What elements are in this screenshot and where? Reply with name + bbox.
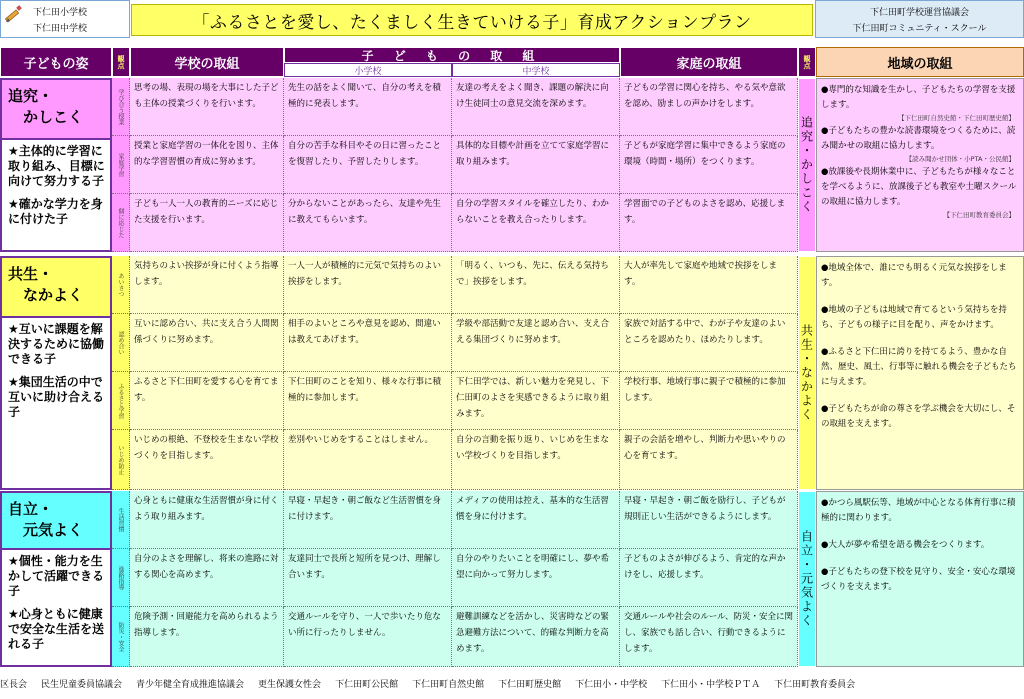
section-desc-2: ★集団生活の中で互いに助け合える子 xyxy=(8,375,105,419)
cell-katei: 学校行事、地域行事に親子で積極的に参加します。 xyxy=(620,372,798,430)
cell-chugakko: メディアの使用は控え、基本的な生活習慣を身に付けます。 xyxy=(452,491,620,549)
cell-gakko: 子ども一人一人の教育的ニーズに応じた支援を行います。 xyxy=(130,194,284,252)
cell-katei: 早寝・早起き・朝ご飯を励行し、子どもが規則正しい生活ができるようにします。 xyxy=(620,491,798,549)
cell-katei: 交通ルールや社会のルール、防災・安全に関し、家族でも話し合い、行動できるようにします。 xyxy=(620,607,798,667)
footer-org-item: 下仁田小・中学校ＰＴＡ xyxy=(661,679,761,690)
row-tag: 個に応じた xyxy=(112,194,130,252)
cell-chugakko: 自分のやりたいことを明確にし、夢や希望に向かって努力します。 xyxy=(452,549,620,607)
col-header-kanten-left: 観点 xyxy=(112,47,130,77)
col-header-katei: 家庭の取組 xyxy=(620,47,798,77)
cell-katei: 学習面での子どものよさを認め、応援します。 xyxy=(620,194,798,252)
chiiki-item: ●子どもたちの豊かな読書環境をつくるために、読み聞かせの取組に協力します。 xyxy=(821,126,1016,151)
cell-gakko: ふるさと下仁田町を愛する心を育てます。 xyxy=(130,372,284,430)
cell-katei: 大人が率先して家庭や地域で挨拶をします。 xyxy=(620,256,798,314)
header-org xyxy=(815,0,1024,38)
row-tag: あいさつ xyxy=(112,256,130,314)
section-desc-1: ★主体的に学習に取り組み、目標に向けて努力する子 xyxy=(8,144,105,188)
section-vertical-label: 追究・かしこく xyxy=(798,78,816,252)
row-tag: 学び合う授業 xyxy=(112,78,130,136)
cell-chugakko: 具体的な目標や計画を立てて家庭学習に取り組みます。 xyxy=(452,136,620,194)
cell-gakko: 互いに認め合い、共に支え合う人間関係づくりに努めます。 xyxy=(130,314,284,372)
footer-org-item: 下仁田町自然史館 xyxy=(412,679,485,690)
col-header-kodomo-torikumi: 子 ど も の 取 組 xyxy=(284,47,620,63)
cell-chugakko: 避難訓練などを活かし、災害時などの緊急避難方法について、的確な判断力を高めます。 xyxy=(452,607,620,667)
footer-organizations xyxy=(0,673,1024,693)
cell-shogakko: 交通ルールを守り、一人で歩いたり危ない所に行ったりしません。 xyxy=(284,607,452,667)
cell-chugakko: 自分の学習スタイルを確立したり、わからないことを教え合ったりします。 xyxy=(452,194,620,252)
section-description xyxy=(2,138,110,250)
chiiki-panel xyxy=(816,256,1024,490)
section-panel xyxy=(0,491,112,667)
section-vertical-label: 共生・なかよく xyxy=(798,256,816,490)
section-panel xyxy=(0,256,112,490)
cell-gakko: 心身ともに健康な生活習慣が身に付くよう取り組みます。 xyxy=(130,491,284,549)
chiiki-note: 【下仁田町教育委員会】 xyxy=(943,211,1015,219)
cell-katei: 親子の会話を増やし、判断力や思いやりの心を育てます。 xyxy=(620,430,798,490)
chiiki-item: ●大人が夢や希望を語る機会をつくります。 xyxy=(821,540,990,550)
section-panel xyxy=(0,78,112,252)
chiiki-item: ●専門的な知識を生かし、子どもたちの学習を支援します。 xyxy=(821,85,1016,110)
col-header-kanten-right: 観点 xyxy=(798,47,816,77)
chiiki-item: ●ふるさと下仁田に誇りを持てるよう、豊かな自然、歴史、風土、行事等に触れる機会を子どもたちに与えます。 xyxy=(821,347,1017,387)
footer-org-item: 更生保護女性会 xyxy=(258,679,322,690)
chiiki-item: ●放課後や長期休業中に、子どもたちが様々なことを学べるように、放課後子ども教室や土曜スクールの取組に協力します。 xyxy=(821,167,1017,207)
section-title: 自立・ 元気よく xyxy=(8,500,84,539)
footer-org-item: 区長会 xyxy=(0,679,28,690)
cell-chugakko: 下仁田学では、新しい魅力を発見し、下仁田町のよさを実感できるように取り組みます。 xyxy=(452,372,620,430)
footer-org-item: 下仁田町歴史館 xyxy=(498,679,562,690)
cell-gakko: いじめの根絶、不登校を生まない学校づくりを目指します。 xyxy=(130,430,284,490)
col-header-gakko: 学校の取組 xyxy=(130,47,284,77)
row-tag: ふるさと学習 xyxy=(112,372,130,430)
cell-shogakko: 早寝・早起き・朝ご飯など生活習慣を身に付けます。 xyxy=(284,491,452,549)
col-header-kodomo-sugata: 子どもの姿 xyxy=(0,47,112,77)
chiiki-item: ●子どもたちの登下校を見守り、安全・安心な環境づくりを支えます。 xyxy=(821,567,1016,592)
row-tag: 生活習慣 xyxy=(112,491,130,549)
school-name-junior: 下仁田中学校 xyxy=(33,24,88,34)
footer-org-item: 民生児童委員協議会 xyxy=(41,679,123,690)
section-description xyxy=(2,548,110,665)
cell-shogakko: 下仁田町のことを知り、様々な行事に積極的に参加します。 xyxy=(284,372,452,430)
cell-katei: 子どもの学習に関心を持ち、やる気や意欲を認め、励ましの声かけをします。 xyxy=(620,78,798,136)
org-community-school: 下仁田町コミュニティ・スクール xyxy=(852,24,987,34)
footer-org-item: 下仁田小・中学校 xyxy=(575,679,648,690)
row-tag: 認め合い xyxy=(112,314,130,372)
page-title: 「ふるさとを愛し、たくましく生きていける子」育成アクションプラン xyxy=(131,4,813,36)
school-name-elementary: 下仁田小学校 xyxy=(33,8,88,18)
cell-gakko: 気持ちのよい挨拶が身に付くよう指導します。 xyxy=(130,256,284,314)
cell-shogakko: 分からないことがあったら、友達や先生に教えてもらいます。 xyxy=(284,194,452,252)
section-description xyxy=(2,316,110,488)
row-tag: 防災・安全 xyxy=(112,607,130,667)
cell-shogakko: 自分の苦手な科目やその日に習ったことを復習したり、予習したりします。 xyxy=(284,136,452,194)
row-tag: いじめ防止 xyxy=(112,430,130,490)
chiiki-item: ●地域全体で、誰にでも明るく元気な挨拶をします。 xyxy=(821,263,1007,288)
cell-gakko: 危険予測・回避能力を高められるよう指導します。 xyxy=(130,607,284,667)
row-tag: 家庭学習 xyxy=(112,136,130,194)
chiiki-item: ●かつら風駅伝等、地域が中心となる体育行事に積極的に関わります。 xyxy=(821,498,1016,523)
footer-org-item: 下仁田町公民館 xyxy=(335,679,399,690)
cell-katei: 家族で対話する中で、わが子や友達のよいところを認めたり、ほめたりします。 xyxy=(620,314,798,372)
section-title: 追究・ かしこく xyxy=(8,87,84,126)
cell-chugakko: 友達の考えをよく聞き、課題の解決に向け生徒同士の意見交流を深めます。 xyxy=(452,78,620,136)
cell-chugakko: 「明るく、いつも、先に、伝える気持ちで」挨拶をします。 xyxy=(452,256,620,314)
cell-chugakko: 自分の言動を振り返り、いじめを生まない学校づくりを目指します。 xyxy=(452,430,620,490)
footer-org-item: 下仁田町教育委員会 xyxy=(774,679,856,690)
footer-org-item: 青少年健全育成推進協議会 xyxy=(136,679,245,690)
cell-shogakko: 差別やいじめをすることはしません。 xyxy=(284,430,452,490)
section-vertical-label: 自立・元気よく xyxy=(798,491,816,667)
chiiki-item: ●子どもたちが命の尊さを学ぶ機会を大切にし、その取組を支えます。 xyxy=(821,404,1016,429)
section-desc-1: ★互いに課題を解決するために協働できる子 xyxy=(8,322,105,366)
pencil-icon xyxy=(3,5,25,25)
chiiki-note: 【読み聞かせ団体・小PTA・公民館】 xyxy=(905,155,1015,163)
chiiki-note: 【下仁田町自然史館・下仁田町歴史館】 xyxy=(898,114,1015,122)
cell-shogakko: 相手のよいところや意見を認め、間違いは教えてあげます。 xyxy=(284,314,452,372)
chiiki-item: ●地域の子どもは地域で育てるという気持ちを持ち、子どもの様子に目を配り、声をかけます。 xyxy=(821,305,1007,330)
row-tag: 進路指導 xyxy=(112,549,130,607)
cell-gakko: 授業と家庭学習の一体化を図り、主体的な学習習慣の育成に努めます。 xyxy=(130,136,284,194)
cell-katei: 子どもが家庭学習に集中できるよう家庭の環境（時間・場所）をつくります。 xyxy=(620,136,798,194)
cell-gakko: 自分のよさを理解し、将来の進路に対する関心を高めます。 xyxy=(130,549,284,607)
section-desc-2: ★確かな学力を身に付けた子 xyxy=(8,197,103,226)
cell-shogakko: 一人一人が積極的に元気で気持ちのよい挨拶をします。 xyxy=(284,256,452,314)
section-desc-2: ★心身ともに健康で安全な生活を送れる子 xyxy=(8,607,105,651)
chiiki-panel xyxy=(816,78,1024,252)
col-header-chugakko: 中学校 xyxy=(452,63,620,77)
header-schools xyxy=(0,0,130,38)
section-title: 共生・ なかよく xyxy=(8,265,84,304)
chiiki-panel xyxy=(816,491,1024,667)
cell-shogakko: 先生の話をよく聞いて、自分の考えを積極的に発表します。 xyxy=(284,78,452,136)
cell-chugakko: 学級や部活動で友達と認め合い、支え合える集団づくりに努めます。 xyxy=(452,314,620,372)
cell-katei: 子どものよさが伸びるよう、肯定的な声かけをし、応援します。 xyxy=(620,549,798,607)
org-council: 下仁田町学校運営協議会 xyxy=(869,8,969,18)
col-header-chiiki: 地域の取組 xyxy=(816,47,1024,77)
cell-gakko: 思考の場、表現の場を大事にした子ども主体の授業づくりを行います。 xyxy=(130,78,284,136)
section-desc-1: ★個性・能力を生かして活躍できる子 xyxy=(8,554,105,598)
cell-shogakko: 友達同士で長所と短所を見つけ、理解し合います。 xyxy=(284,549,452,607)
col-header-shogakko: 小学校 xyxy=(284,63,452,77)
